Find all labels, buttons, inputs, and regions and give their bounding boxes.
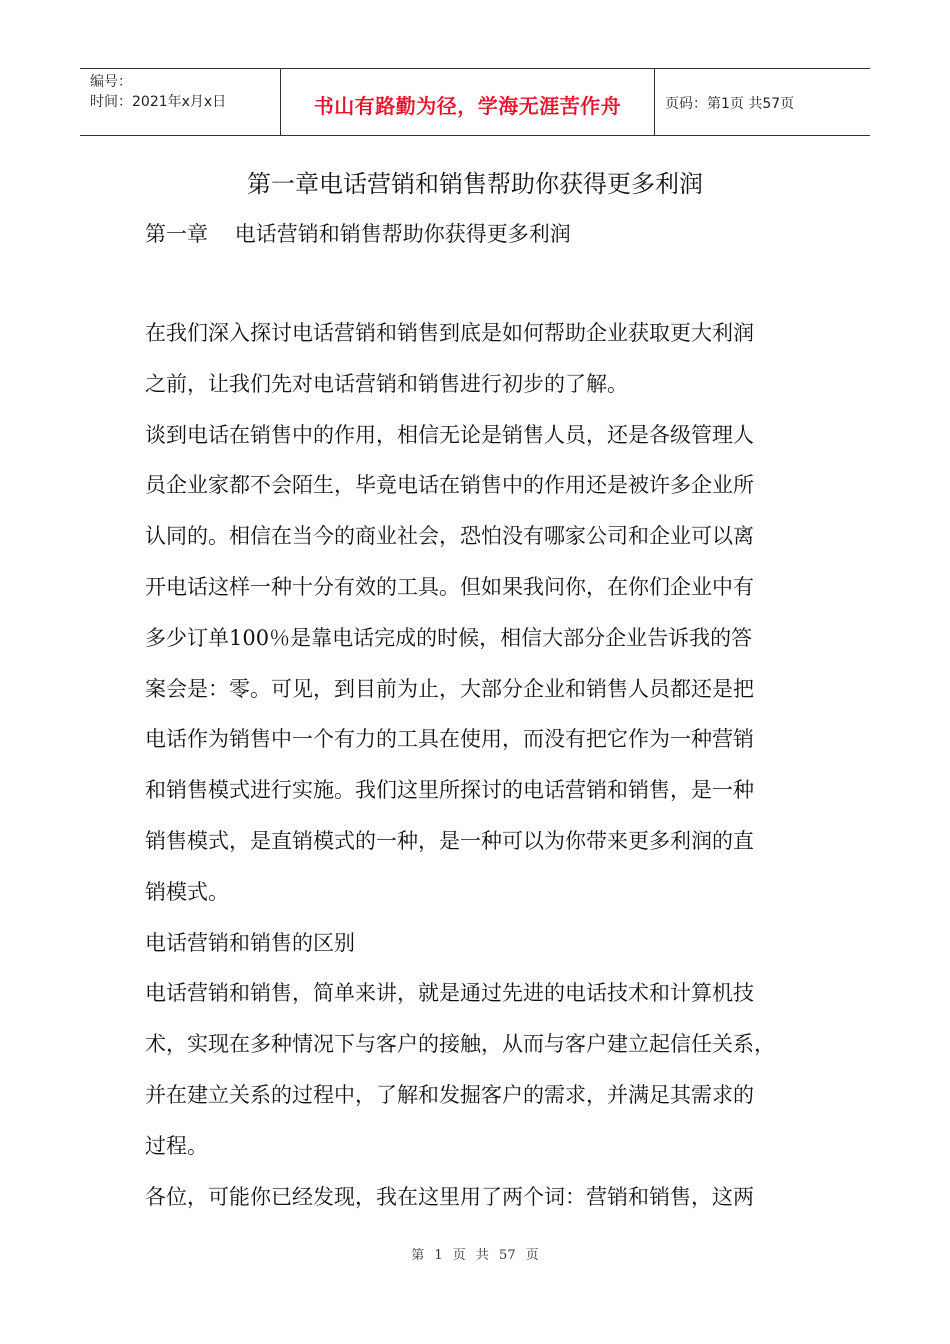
body-text (145, 314, 815, 1228)
body-line: 认同的。相信在当今的商业社会，恐怕没有哪家公司和企业可以离 (145, 524, 754, 549)
body-line: 并在建立关系的过程中，了解和发掘客户的需求，并满足其需求的 (145, 1082, 754, 1107)
body-line: 电话作为销售中一个有力的工具在使用，而没有把它作为一种营销 (145, 727, 754, 752)
body-line: 和销售模式进行实施。我们这里所探讨的电话营销和销售，是一种 (145, 778, 754, 803)
body-line: 术，实现在多种情况下与客户的接触，从而与客户建立起信任关系， (145, 1032, 775, 1057)
body-line: 各位，可能你已经发现，我在这里用了两个词：营销和销售，这两 (145, 1184, 754, 1209)
body-line: 员企业家都不会陌生，毕竟电话在销售中的作用还是被许多企业所 (145, 473, 754, 498)
body-line: 销模式。 (145, 879, 229, 904)
section-heading: 电话营销和销售的区别 (145, 930, 355, 955)
header-motto: 书山有路勤为径，学海无涯苦作舟 (280, 69, 655, 135)
document-number-label: 编号： (90, 74, 132, 90)
document-date-label: 时间：2021年x月x日 (90, 94, 227, 110)
body-line: 开电话这样一种十分有效的工具。但如果我问你，在你们企业中有 (145, 574, 754, 599)
body-line: 之前，让我们先对电话营销和销售进行初步的了解。 (145, 371, 628, 396)
body-line: 案会是：零。可见，到目前为止，大部分企业和销售人员都还是把 (145, 676, 754, 701)
body-line: 电话营销和销售，简单来讲，就是通过先进的电话技术和计算机技 (145, 981, 754, 1006)
header-page-info: 页码：第1页 共57页 (665, 96, 795, 112)
chapter-heading: 第一章 电话营销和销售帮助你获得更多利润 (145, 222, 571, 246)
body-line: 销售模式，是直销模式的一种，是一种可以为你带来更多利润的直 (145, 828, 754, 853)
document-header (80, 68, 870, 136)
body-line: 多少订单100％是靠电话完成的时候，相信大部分企业告诉我的答 (145, 625, 753, 650)
header-meta (80, 69, 280, 135)
page-footer: 第 1 页 共 57 页 (411, 1248, 539, 1263)
page-title: 第一章电话营销和销售帮助你获得更多利润 (247, 170, 703, 198)
body-line: 谈到电话在销售中的作用，相信无论是销售人员，还是各级管理人 (145, 422, 754, 447)
body-line: 在我们深入探讨电话营销和销售到底是如何帮助企业获取更大利润 (145, 321, 754, 345)
body-line: 过程。 (145, 1133, 208, 1158)
